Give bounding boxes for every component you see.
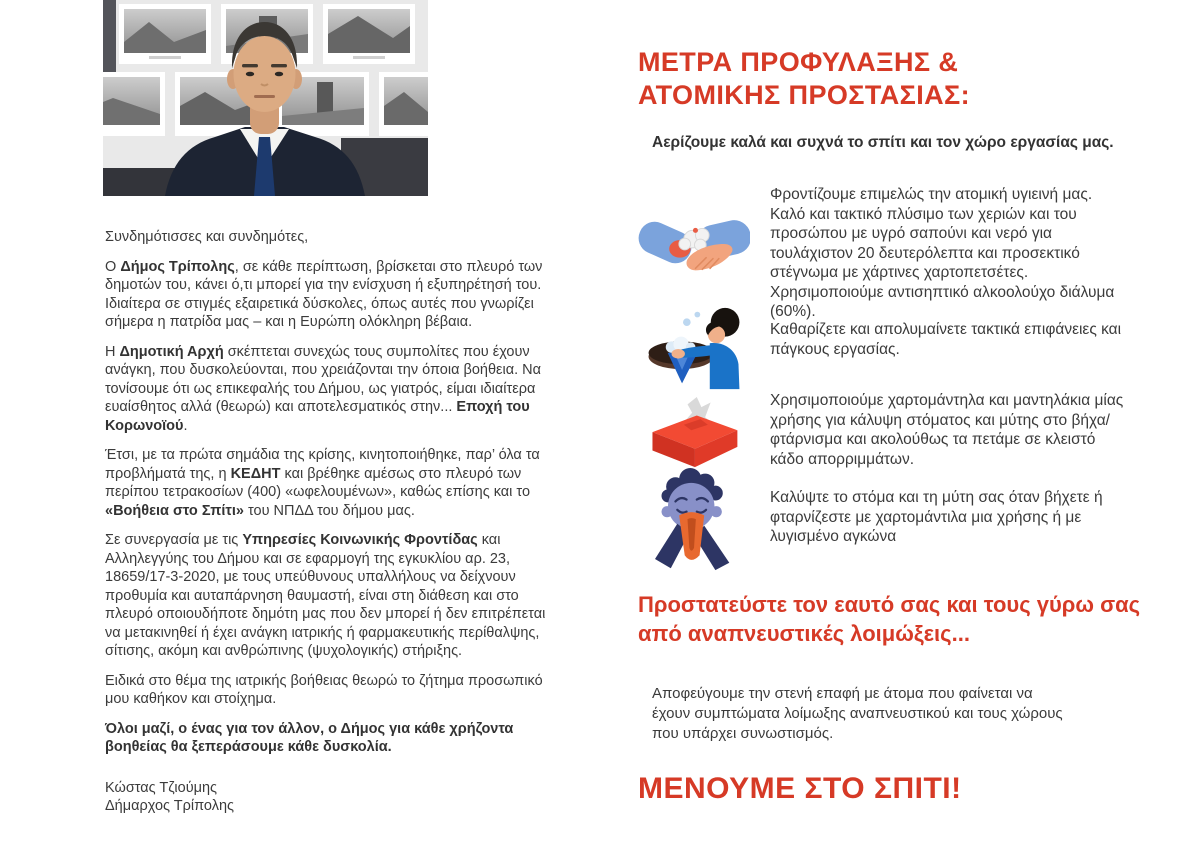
tip-text: Χρησιμοποιούμε χαρτομάντηλα και μαντηλάκια μίας χρήσης για κάλυψη στόματος και μύτης στο βήχα/φτάρνισμα και ακολούθως τα πετάμε σε κλειστό κάδο απορριμμάτων.: [770, 392, 1124, 468]
ventilation-tip: Αερίζουμε καλά και συχνά το σπίτι και τον χώρο εργασίας μας.: [652, 134, 1114, 151]
letter-closing-statement: Όλοι μαζί, ο ένας για τον άλλον, ο Δήμος για κάθε χρήζοντα βοηθείας θα ξεπεράσουμε κάθε δυσκολία.: [105, 720, 514, 755]
letter-paragraph-2: Η Δημοτική Αρχή σκέπτεται συνεχώς τους συμπολίτες που έχουν ανάγκη, που δυσκολεύονται, που χρειάζονται την όποια βοήθεια. Να τονίσουμε ότι ως επικεφαλής του Δήμου, ως γιατρός, είμαι ιδιαίτερα ευαίσθητος αλλά (θεωρώ) και αποτελεσματικός στην... Εποχή του Κορωνοϊού.: [105, 343, 541, 434]
surface-cleaning-icon: [638, 303, 750, 395]
tip-text: Καλύψτε το στόμα και τη μύτη σας όταν βήχετε ή φταρνίζεστε με χαρτομάντιλα μια χρήσης ή με λυγισμένο αγκώνα: [770, 489, 1103, 545]
tip-text: Φροντίζουμε επιμελώς την ατομική υγιεινή μας. Καλό και τακτικό πλύσιμο των χεριών και του προσώπου με υγρό σαπούνι και νερό για τουλάχιστον 20 δευτερόλεπτα και προσεκτικό στέγνωμα με χάρτινες χαρτοπετσέτες. Χρησιμοποιούμε αντισηπτικό αλκοολούχο διάλυμα (60%).: [770, 186, 1115, 320]
letter-salutation: Συνδημότισσες και συνδημότες,: [105, 229, 309, 245]
avoid-contact-text: Αποφεύγουμε την στενή επαφή με άτομα που φαίνεται να έχουν συμπτώματα λοίμωξης αναπνευστικού και τους χώρους που υπάρχει συνωστισμός.: [652, 685, 1063, 742]
section-title-line-1: ΜΕΤΡΑ ΠΡΟΦΥΛΑΞΗΣ &: [638, 47, 959, 77]
protect-heading-line-1: Προστατεύστε τον εαυτό σας και τους γύρω σας: [638, 592, 1141, 617]
tip-surface-cleaning: [638, 303, 1130, 395]
mayor-portrait-photo: [103, 0, 428, 196]
sneeze-cover-icon: [638, 468, 750, 572]
tissue-box-icon: [638, 397, 750, 469]
protect-heading: [638, 590, 1158, 648]
section-title: [638, 46, 970, 112]
signature-title: Δήμαρχος Τρίπολης: [105, 798, 234, 814]
mayor-portrait-illustration: [103, 0, 428, 196]
letter-paragraph-3: Έτσι, με τα πρώτα σημάδια της κρίσης, κινητοποιήθηκε, παρ’ όλα τα προβλήματά της, η ΚΕΔΗΤ και βρέθηκε αμέσως στο πλευρό των περίπου τετρακοσίων (400) «ωφελουμένων», καθώς επίσης και το «Βοήθεια στο Σπίτι» του ΝΠΔΔ του δήμου μας.: [105, 447, 540, 519]
tip-text: Καθαρίζετε και απολυμαίνετε τακτικά επιφάνειες και πάγκους εργασίας.: [770, 321, 1122, 358]
letter-paragraph-1: Ο Δήμος Τρίπολης, σε κάθε περίπτωση, βρίσκεται στο πλευρό των δημοτών του, κάνει ό,τι μπορεί για την ενίσχυση ή εξυπηρέτησή του. Ιδιαίτερα σε στιγμές εξαιρετικά δύσκολες, όπως αυτές που γνωρίζει σήμερα η πατρίδα μας – και η Ευρώπη ολόκληρη βέβαια.: [105, 258, 543, 330]
letter-paragraph-5: Ειδικά στο θέμα της ιατρικής βοήθειας θεωρώ το ζήτημα προσωπικό μου καθήκον και στοίχημα.: [105, 672, 543, 707]
signature-name: Κώστας Τζιούμης: [105, 779, 218, 796]
tip-hand-hygiene: [638, 185, 1130, 322]
hand-washing-icon: [638, 201, 750, 289]
stay-home-slogan: ΜΕΝΟΥΜΕ ΣΤΟ ΣΠΙΤΙ!: [638, 772, 962, 805]
mayor-letter: [105, 228, 557, 816]
protect-heading-line-2: από αναπνευστικές λοιμώξεις...: [638, 621, 970, 646]
letter-paragraph-4: Σε συνεργασία με τις Υπηρεσίες Κοινωνικής Φροντίδας και Αλληλεγγύης του Δήμου και σε εφαρμογή της εγκυκλίου αρ. 23, 18659/17-3-2020, με τους υπεύθυνους υπαλλήλους να δείχνουν προθυμία και αυταπάρνηση θαυμαστή, είναι στη διάθεση και στο πλευρό οποιουδήποτε δημότη μας που δεν μπορεί ή δεν επιτρέπεται να μετακινηθεί ή έχει ανάγκη ιατρικής ή φαρμακευτικής περίθαλψης, σίτισης, ακόμη και ανθρώπινης (ψυχολογικής) στήριξης.: [105, 532, 546, 659]
tip-tissues: [638, 391, 1130, 469]
signature-block: [105, 779, 557, 816]
tip-cover-mouth: [638, 466, 1130, 572]
section-title-line-2: ΑΤΟΜΙΚΗΣ ΠΡΟΣΤΑΣΙΑΣ:: [638, 80, 971, 110]
